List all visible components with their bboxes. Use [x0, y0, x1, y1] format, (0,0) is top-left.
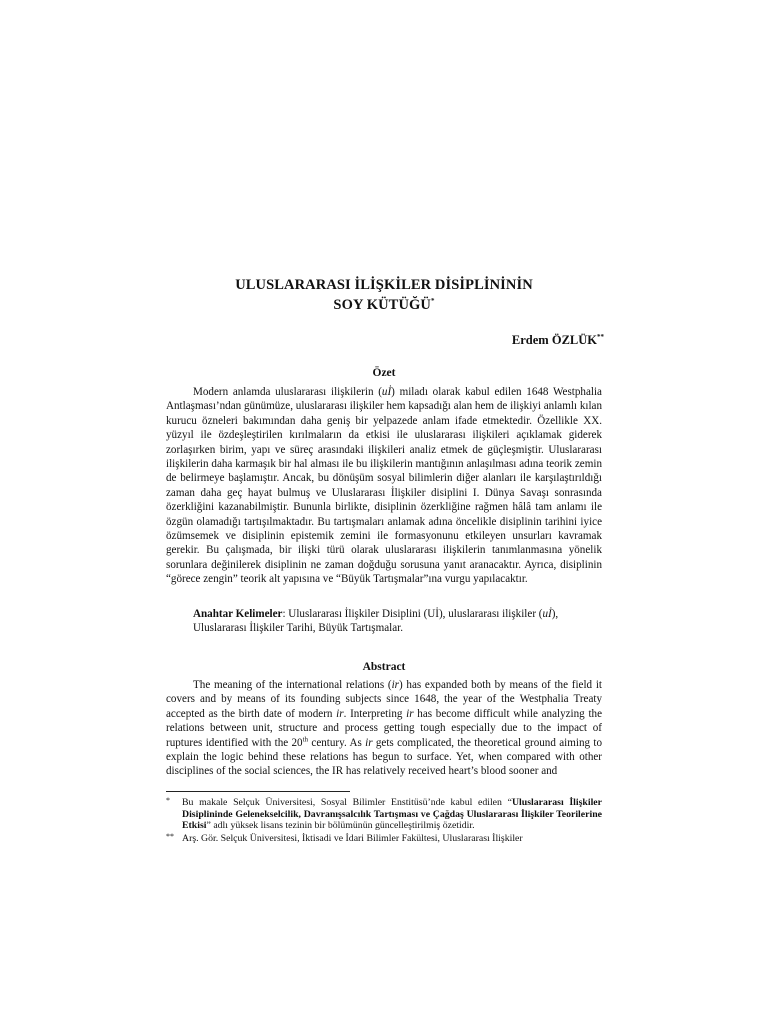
footnote-2: ** Arş. Gör. Selçuk Üniversitesi, İktisadi ve İdari Bilimler Fakültesi, Uluslararası İlişkiler — [166, 832, 523, 844]
abstract-heading: Abstract — [362, 661, 406, 673]
keywords-block: Anahtar Kelimeler: Uluslararası İlişkiler Disiplini (Uİ), uluslararası ilişkiler (uİ), Uluslararası İlişkiler Tarihi, Büyük Tartışmalar. — [193, 608, 559, 635]
article-title-line-1: ULUSLARARASI İLİŞKİLER DİSİPLİNİNİN — [235, 277, 533, 293]
author-footnote-marker: ** — [597, 332, 604, 341]
footnote-1: * Bu makale Selçuk Üniversitesi, Sosyal Bilimler Enstitüsü’nde kabul edilen “Uluslararası İlişkiler Disiplininde Gelenekselcilik, Davranışsalcılık Tartışması ve Çağdaş Uluslararası İlişkiler Teorilerine Etkisi” adlı yüksek lisans tezinin bir bölümünün güncelleştirilmiş özetidir. — [166, 796, 602, 832]
footnote-2-marker: ** — [166, 832, 174, 841]
footnote-divider — [166, 791, 350, 792]
ozet-paragraph: Modern anlamda uluslararası ilişkilerin (uİ) miladı olarak kabul edilen 1648 Westphalia Antlaşması’ndan günümüze, uluslararası ilişkiler hem kapsadığı alan hem de ilişkiyi anlamlı kılan kurucu özneleri bakımından daha geniş bir yelpazede anlam ifade etmektedir. Özellikle XX. yüzyıl ile özdeşleştirilen kırılmaların da etkisi ile uluslararası ilişkileri açıklamak giderek zorlaşırken birim, yapı ve süreç arasındaki ilişkileri analiz etmek de güçleşmiştir. Uluslararası ilişkilerin daha karmaşık bir hal alması ile bu ilişkilerin mantığının anlaşılması adına teorik zemin de belirmeye başlamıştır. Ancak, bu dönüşüm sosyal bilimlerin diğer alanları ile karşılaştırıldığı zaman daha geç hayat bulmuş ve Uluslararası İlişkiler disiplini I. Dünya Savaşı sonrasında özerkliğini kazanabilmiştir. Bununla birlikte, disiplinin özerkliğine rağmen hâlâ tam anlamı ile özgün olamadığı tartışılmaktadır. Bu tartışmaları anlamak adına öncelikle disiplinin tarihini iyice özümsemek ve disiplinin epistemik zemini ile formasyonunu etkileyen unsurları kavramak gerekir. Bu çalışmada, bir ilişki türü olarak uluslararası ilişkilerin tanımlanmasına yönelik sorunlara değinilerek disiplinin ne zaman doğduğu sorusuna yanıt aranacaktır. Ayrıca, disiplinin “görece zengin” teorik alt yapısına ve “Büyük Tartışmalar”ına vurgu yapılacaktır. — [166, 386, 602, 586]
ozet-heading: Özet — [372, 367, 396, 379]
title-footnote-marker: * — [430, 297, 435, 306]
article-title-line-2: SOY KÜTÜĞÜ* — [333, 297, 435, 313]
keywords-label: Anahtar Kelimeler — [193, 608, 283, 620]
author-name: Erdem ÖZLÜK** — [511, 332, 604, 347]
abstract-paragraph: The meaning of the international relations (ir) has expanded both by means of the field it covers and by means of its founding subjects since 1648, the year of the Westphalia Treaty accepted as the birth date of modern ir. Interpreting ir has become difficult while analyzing the relations between unit, structure and process getting tough especially due to the impact of ruptures identified with the 20th century. As ir gets complicated, the theoretical ground aiming to explain the logic behind these relations has begun to surface. Yet, when compared with other disciplines of the social sciences, the IR has relatively received heart’s blood sooner and — [166, 679, 602, 778]
footnote-1-marker: * — [166, 796, 170, 805]
